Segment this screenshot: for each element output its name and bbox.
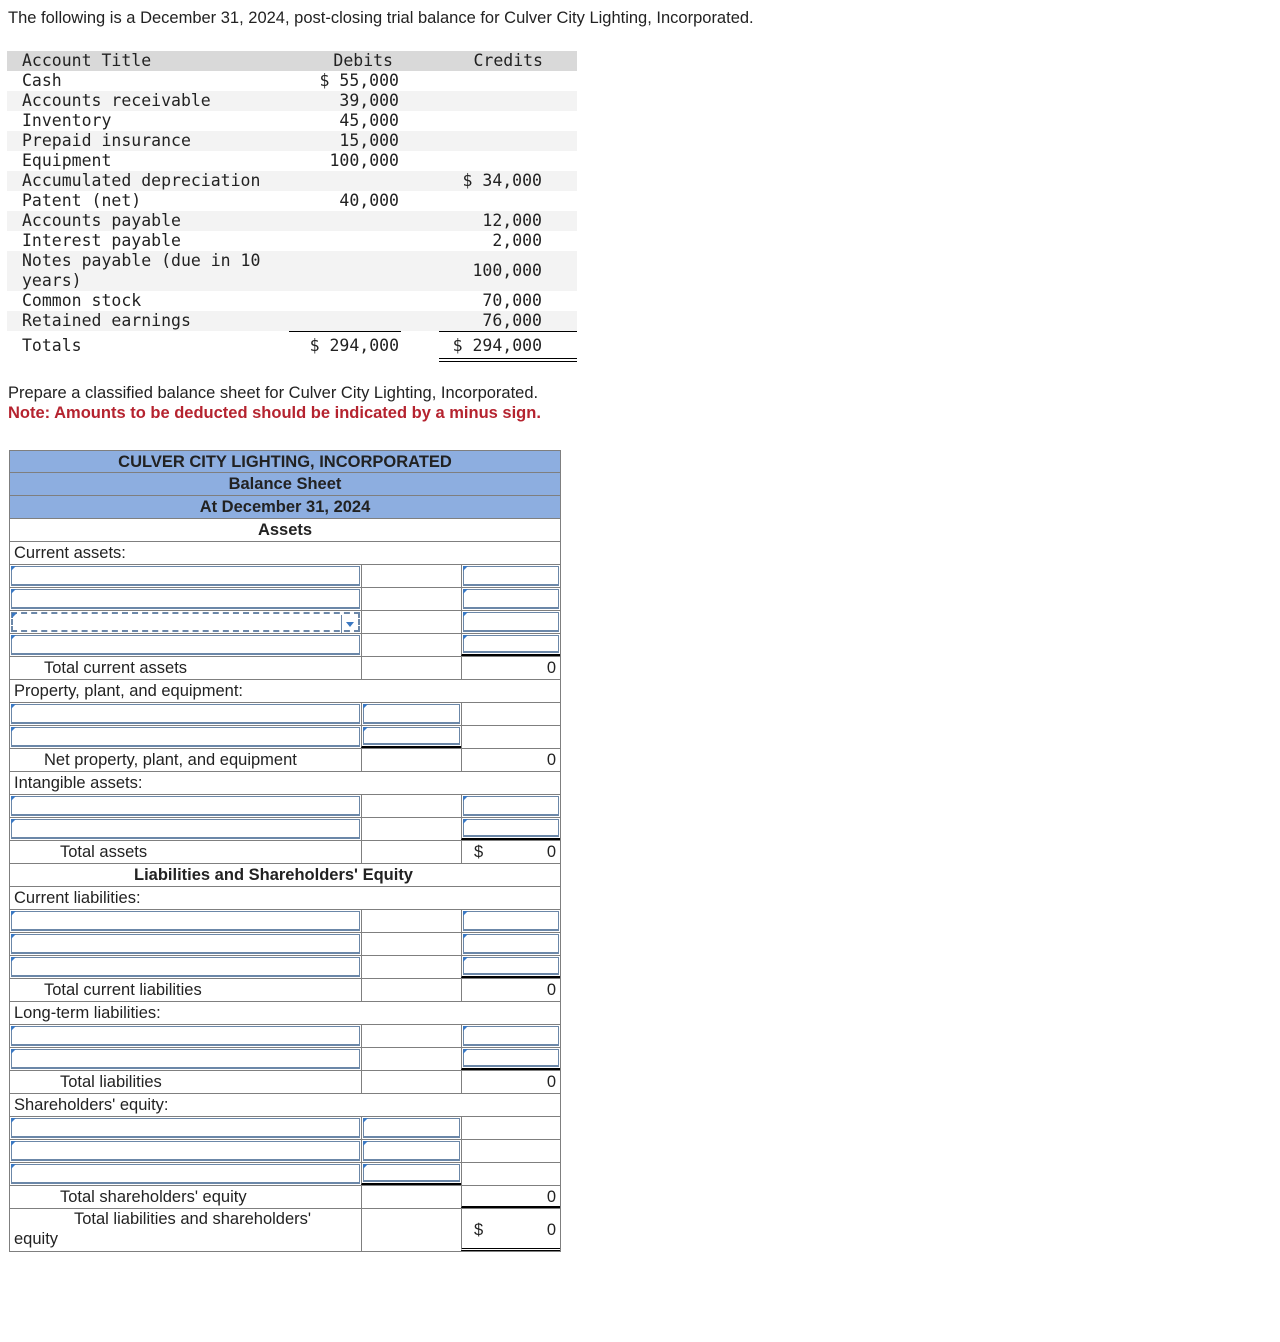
blank-cell xyxy=(361,1209,461,1251)
account-name: Equipment xyxy=(22,151,112,170)
blank-cell xyxy=(361,588,461,610)
account-name: Accounts receivable xyxy=(22,91,211,110)
debit-value: 40,000 xyxy=(339,191,399,210)
statement-title: Balance Sheet xyxy=(9,473,561,496)
note-text: Note: Amounts to be deducted should be indicated by a minus sign. xyxy=(8,404,541,422)
current-asset-amount-input-2[interactable] xyxy=(463,589,559,609)
current-asset-row-4 xyxy=(9,634,561,657)
current-asset-row-3 xyxy=(9,611,561,634)
total-current-assets-row xyxy=(9,657,561,680)
table-row xyxy=(7,111,577,131)
current-liability-name-input-1[interactable] xyxy=(11,911,360,931)
debit-value: 15,000 xyxy=(339,131,399,150)
blank-cell xyxy=(361,657,461,679)
debit-value: 39,000 xyxy=(339,91,399,110)
total-current-liabilities-row xyxy=(9,979,561,1002)
blank-cell xyxy=(461,726,560,748)
credit-value: 76,000 xyxy=(482,311,542,330)
blank-cell xyxy=(361,795,461,817)
total-assets-label: Total assets xyxy=(60,843,148,861)
totals-debit: $ 294,000 xyxy=(309,336,399,355)
current-asset-row-2 xyxy=(9,588,561,611)
assets-header: Assets xyxy=(9,519,561,542)
total-current-liabilities-label: Total current liabilities xyxy=(44,981,202,999)
credit-double-underline-1 xyxy=(439,358,577,359)
blank-cell xyxy=(361,841,461,863)
total-assets-row xyxy=(9,841,561,864)
header-credits: Credits xyxy=(473,51,543,70)
ppe-amount-input-2[interactable] xyxy=(363,727,460,745)
table-row xyxy=(7,131,577,151)
blank-cell xyxy=(461,1117,560,1139)
total-liabilities-equity-dollar: $ xyxy=(474,1221,484,1239)
trial-balance-table xyxy=(7,51,577,361)
intangible-assets-label: Intangible assets: xyxy=(9,772,561,795)
blank-cell xyxy=(361,1048,461,1070)
table-row xyxy=(7,311,577,331)
instruction-text: Prepare a classified balance sheet for Culver City Lighting, Incorporated. xyxy=(8,384,539,402)
ppe-name-input-1[interactable] xyxy=(11,704,360,724)
blank-cell xyxy=(361,1025,461,1047)
table-row xyxy=(7,171,577,191)
table-row xyxy=(7,251,577,291)
ppe-row-1 xyxy=(9,703,561,726)
current-asset-row-1 xyxy=(9,565,561,588)
blank-cell xyxy=(361,979,461,1001)
current-liability-row-2 xyxy=(9,933,561,956)
equity-name-input-2[interactable] xyxy=(11,1141,360,1161)
credit-value: 12,000 xyxy=(482,211,542,230)
intangible-row-2 xyxy=(9,818,561,841)
total-liabilities-label: Total liabilities xyxy=(60,1073,162,1091)
company-name: CULVER CITY LIGHTING, INCORPORATED xyxy=(9,450,561,473)
net-ppe-row xyxy=(9,749,561,772)
table-row xyxy=(7,151,577,171)
long-term-liability-row-2 xyxy=(9,1048,561,1071)
account-name: Inventory xyxy=(22,111,112,130)
long-term-liabilities-label: Long-term liabilities: xyxy=(9,1002,561,1025)
balance-sheet-form xyxy=(9,450,561,1252)
ppe-amount-input-1[interactable] xyxy=(363,704,460,724)
intangible-name-input-2[interactable] xyxy=(11,819,360,839)
total-current-liabilities-value: 0 xyxy=(546,981,556,999)
ppe-label: Property, plant, and equipment: xyxy=(9,680,561,703)
equity-row-2 xyxy=(9,1140,561,1163)
account-name: Interest payable xyxy=(22,231,181,250)
totals-credit: $ 294,000 xyxy=(452,336,542,355)
liabilities-equity-header-text: Liabilities and Shareholders' Equity xyxy=(134,866,413,884)
current-asset-amount-input-3[interactable] xyxy=(463,612,559,632)
account-name: Accumulated depreciation xyxy=(22,171,261,190)
total-liabilities-equity-label-line2: equity xyxy=(14,1230,59,1248)
blank-cell xyxy=(361,933,461,955)
equity-row-1 xyxy=(9,1117,561,1140)
net-ppe-label: Net property, plant, and equipment xyxy=(44,751,297,769)
current-assets-label: Current assets: xyxy=(9,542,561,565)
equity-amount-input-2[interactable] xyxy=(363,1141,460,1161)
blank-cell xyxy=(361,910,461,932)
account-name: Prepaid insurance xyxy=(22,131,191,150)
account-name: Notes payable (due in 10 years) xyxy=(22,251,261,290)
total-current-assets-label: Total current assets xyxy=(44,659,188,677)
equity-amount-input-3[interactable] xyxy=(363,1164,460,1182)
debit-value: 100,000 xyxy=(329,151,399,170)
blank-cell xyxy=(461,703,560,725)
current-liabilities-label: Current liabilities: xyxy=(9,887,561,910)
total-current-assets-value: 0 xyxy=(546,659,556,677)
total-liabilities-equity-row xyxy=(9,1209,561,1252)
account-name: Common stock xyxy=(22,291,142,310)
equity-row-3 xyxy=(9,1163,561,1186)
current-liability-row-1 xyxy=(9,910,561,933)
current-asset-name-input-2[interactable] xyxy=(11,589,360,609)
equity-name-input-1[interactable] xyxy=(11,1118,360,1138)
current-asset-name-input-4[interactable] xyxy=(11,635,360,655)
blank-cell xyxy=(361,611,461,633)
current-liability-amount-input-3[interactable] xyxy=(463,957,559,975)
account-name: Accounts payable xyxy=(22,211,181,230)
blank-cell xyxy=(361,1071,461,1093)
total-shareholders-equity-label: Total shareholders' equity xyxy=(60,1188,247,1206)
current-asset-amount-input-4[interactable] xyxy=(463,635,559,653)
ppe-name-input-2[interactable] xyxy=(11,727,360,747)
table-row xyxy=(7,191,577,211)
chevron-down-icon[interactable] xyxy=(341,615,358,633)
total-liabilities-equity-value: 0 xyxy=(546,1221,556,1239)
header-account-title: Account Title xyxy=(22,51,152,70)
long-term-liability-amount-input-2[interactable] xyxy=(463,1049,559,1067)
trial-balance-header xyxy=(7,51,577,71)
total-shareholders-equity-value: 0 xyxy=(546,1188,556,1206)
blank-cell xyxy=(361,956,461,978)
table-row xyxy=(7,211,577,231)
total-shareholders-equity-row xyxy=(9,1186,561,1209)
blank-cell xyxy=(461,1163,560,1185)
debit-value: $ 55,000 xyxy=(319,71,399,90)
intangible-amount-input-1[interactable] xyxy=(463,796,559,816)
credit-value: $ 34,000 xyxy=(462,171,542,190)
intro-text: The following is a December 31, 2024, post-closing trial balance for Culver City Lighting, Incorporated. xyxy=(8,9,754,27)
blank-cell xyxy=(361,565,461,587)
total-assets-dollar: $ xyxy=(474,843,484,861)
net-ppe-value: 0 xyxy=(546,751,556,769)
credit-value: 70,000 xyxy=(482,291,542,310)
table-row xyxy=(7,291,577,311)
long-term-liability-name-input-1[interactable] xyxy=(11,1026,360,1046)
total-liabilities-row xyxy=(9,1071,561,1094)
account-name: Retained earnings xyxy=(22,311,191,330)
shareholders-equity-label: Shareholders' equity: xyxy=(9,1094,561,1117)
blank-cell xyxy=(361,634,461,656)
table-row xyxy=(7,91,577,111)
current-asset-name-input-1[interactable] xyxy=(11,566,360,586)
equity-amount-input-1[interactable] xyxy=(363,1118,460,1138)
current-asset-amount-input-1[interactable] xyxy=(463,566,559,586)
credit-value: 2,000 xyxy=(492,231,542,250)
table-row xyxy=(7,231,577,251)
totals-row xyxy=(7,331,577,361)
long-term-liability-row-1 xyxy=(9,1025,561,1048)
table-row xyxy=(7,71,577,91)
current-liability-name-input-3[interactable] xyxy=(11,957,360,977)
debit-value: 45,000 xyxy=(339,111,399,130)
long-term-liability-name-input-2[interactable] xyxy=(11,1049,360,1069)
intangible-amount-input-2[interactable] xyxy=(463,819,559,837)
blank-cell xyxy=(361,1186,461,1208)
current-asset-name-dropdown-3[interactable] xyxy=(11,612,360,632)
account-name: Cash xyxy=(22,71,62,90)
total-liabilities-value: 0 xyxy=(546,1073,556,1091)
blank-cell xyxy=(361,818,461,840)
total-liabilities-equity-label-line1: Total liabilities and shareholders' xyxy=(74,1210,312,1228)
current-liability-amount-input-1[interactable] xyxy=(463,911,559,931)
credit-value: 100,000 xyxy=(472,261,542,280)
totals-label: Totals xyxy=(22,336,82,355)
intangible-row-1 xyxy=(9,795,561,818)
total-assets-value: 0 xyxy=(546,843,556,861)
account-name: Patent (net) xyxy=(22,191,142,210)
intangible-name-input-1[interactable] xyxy=(11,796,360,816)
equity-name-input-3[interactable] xyxy=(11,1164,360,1184)
ppe-row-2 xyxy=(9,726,561,749)
blank-cell xyxy=(361,749,461,771)
liabilities-equity-header xyxy=(9,864,561,887)
current-liability-row-3 xyxy=(9,956,561,979)
current-liability-name-input-2[interactable] xyxy=(11,934,360,954)
header-debits: Debits xyxy=(333,51,393,70)
credit-double-underline-2 xyxy=(439,361,577,362)
long-term-liability-amount-input-1[interactable] xyxy=(463,1026,559,1046)
blank-cell xyxy=(461,1140,560,1162)
statement-date: At December 31, 2024 xyxy=(9,496,561,519)
current-liability-amount-input-2[interactable] xyxy=(463,934,559,954)
